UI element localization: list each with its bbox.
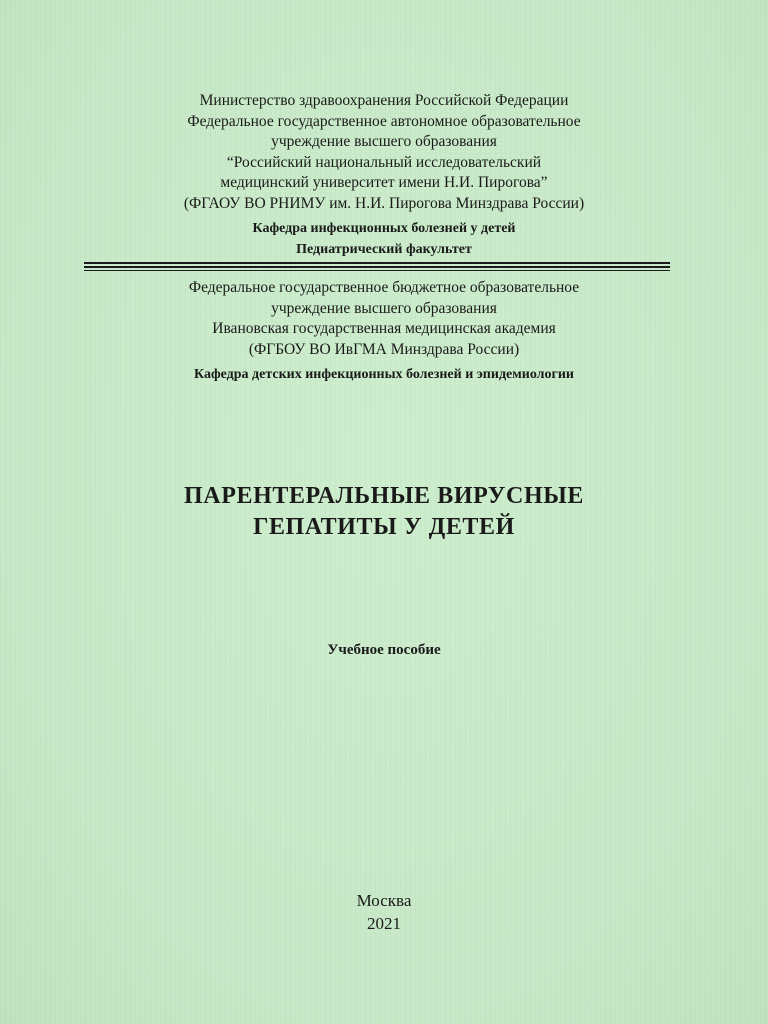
divider-line-top bbox=[84, 262, 670, 264]
department-1 bbox=[0, 218, 768, 260]
ivanovo-name-line: Ивановская государственная медицинская академия bbox=[212, 320, 556, 337]
title-line-1: ПАРЕНТЕРАЛЬНЫЕ ВИРУСНЫЕ bbox=[184, 483, 584, 509]
subtitle-text: Учебное пособие bbox=[327, 642, 441, 658]
university-name-line-1: “Российский национальный исследовательский bbox=[226, 153, 542, 171]
publication-city: Москва bbox=[356, 891, 412, 910]
divider-line-bottom bbox=[84, 270, 670, 271]
university-name-line-2: медицинский университет имени Н.И. Пирогова” bbox=[220, 174, 548, 191]
document-subtitle bbox=[0, 640, 768, 661]
document-title bbox=[0, 481, 768, 543]
ministry-header bbox=[0, 91, 768, 214]
publication-year: 2021 bbox=[367, 914, 401, 933]
ivanovo-header bbox=[0, 278, 768, 360]
ministry-line: Министерство здравоохранения Российской Федерации bbox=[199, 92, 569, 109]
publication-footer bbox=[0, 889, 768, 935]
divider-line-middle bbox=[84, 266, 670, 268]
title-line-2: ГЕПАТИТЫ У ДЕТЕЙ bbox=[253, 514, 515, 540]
department-2-name: Кафедра детских инфекционных болезней и эпидемиологии bbox=[193, 367, 575, 382]
university-type-line: Федеральное государственное автономное образовательное bbox=[187, 112, 581, 130]
university-abbreviation: (ФГАОУ ВО РНИМУ им. Н.И. Пирогова Минздрава России) bbox=[183, 194, 585, 212]
department-2 bbox=[0, 364, 768, 385]
ivanovo-type-line: Федеральное государственное бюджетное образовательное bbox=[188, 279, 580, 296]
education-level-line: учреждение высшего образования bbox=[271, 133, 497, 150]
department-1-faculty: Педиатрический факультет bbox=[296, 242, 472, 257]
department-1-name: Кафедра инфекционных болезней у детей bbox=[252, 221, 516, 236]
triple-rule-divider bbox=[84, 262, 670, 272]
ivanovo-education-line: учреждение высшего образования bbox=[271, 299, 497, 317]
ivanovo-abbreviation: (ФГБОУ ВО ИвГМА Минздрава России) bbox=[248, 340, 520, 358]
